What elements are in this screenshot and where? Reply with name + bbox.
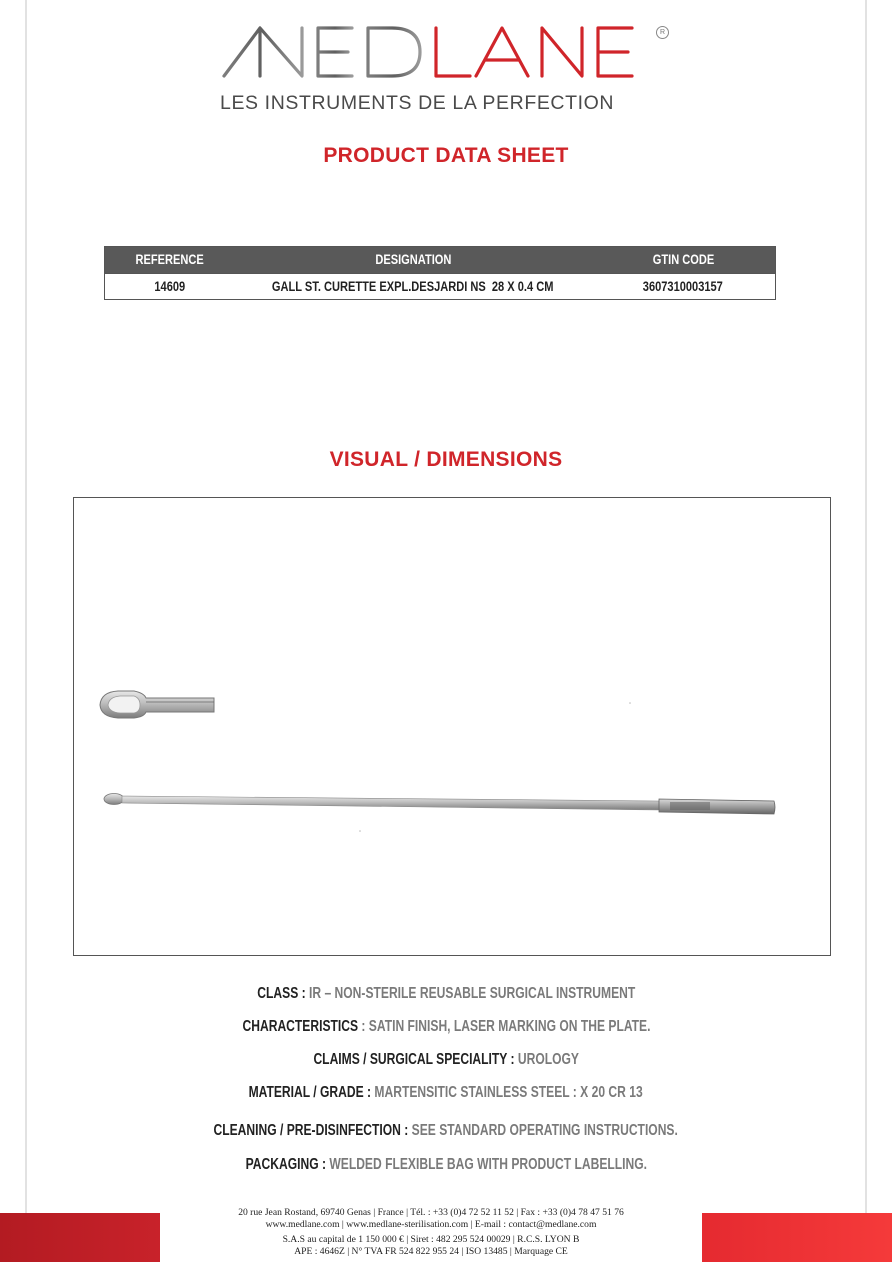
cell-gtin-code: 3607310003157 (643, 278, 724, 294)
header-designation: DESIGNATION (375, 252, 452, 267)
footer-websites: www.medlane.com | www.medlane-sterilisation.com | E-mail : contact@medlane.com (265, 1219, 597, 1230)
product-data-sheet-title: PRODUCT DATA SHEET (323, 144, 569, 167)
cell-designation: GALL ST. CURETTE EXPL.DESJARDI NS 28 X 0.4 CM (272, 278, 554, 294)
footer-registration-info: APE : 4646Z | N° TVA FR 524 822 955 24 | ISO 13485 | Marquage CE (294, 1246, 568, 1257)
header-gtin-code: GTIN CODE (652, 252, 715, 267)
visual-dimensions-title: VISUAL / DIMENSIONS (329, 448, 563, 471)
footer-address: 20 rue Jean Rostand, 69740 Genas | France | Tél. : +33 (0)4 72 52 11 52 | Fax : +33 (0)4 78 47 51 76 (238, 1207, 624, 1218)
spec-packaging: PACKAGING : WELDED FLEXIBLE BAG WITH PRODUCT LABELLING. (245, 1156, 647, 1173)
curette-full-instrument (104, 794, 775, 815)
brand-tagline: LES INSTRUMENTS DE LA PERFECTION (220, 92, 615, 114)
cell-reference: 14609 (154, 278, 186, 294)
spec-material: MATERIAL / GRADE : MARTENSITIC STAINLESS STEEL : X 20 CR 13 (248, 1084, 644, 1101)
table-row (105, 273, 775, 299)
gall-stone-curette-image (74, 498, 830, 955)
table-header-row (105, 247, 775, 273)
spec-characteristics: CHARACTERISTICS : SATIN FINISH, LASER MARKING ON THE PLATE. (242, 1018, 650, 1035)
footer-company-info: S.A.S au capital de 1 150 000 € | Siret : 482 295 524 00029 | R.C.S. LYON B (282, 1234, 580, 1245)
footer-red-bar-left (0, 1213, 160, 1262)
footer-red-bar-right (702, 1213, 892, 1262)
product-reference-table (104, 246, 776, 300)
spec-cleaning: CLEANING / PRE-DISINFECTION : SEE STANDARD OPERATING INSTRUCTIONS. (213, 1122, 679, 1139)
header-reference: REFERENCE (135, 252, 204, 267)
registered-mark: R (656, 26, 669, 39)
curette-tip-detail (100, 691, 214, 718)
product-visual-frame (73, 497, 831, 956)
medlane-wordmark (220, 18, 680, 88)
spec-claims: CLAIMS / SURGICAL SPECIALITY : UROLOGY (313, 1051, 579, 1068)
spec-class: CLASS : IR – NON-STERILE REUSABLE SURGICAL INSTRUMENT (257, 985, 635, 1002)
medlane-logo (220, 18, 680, 118)
